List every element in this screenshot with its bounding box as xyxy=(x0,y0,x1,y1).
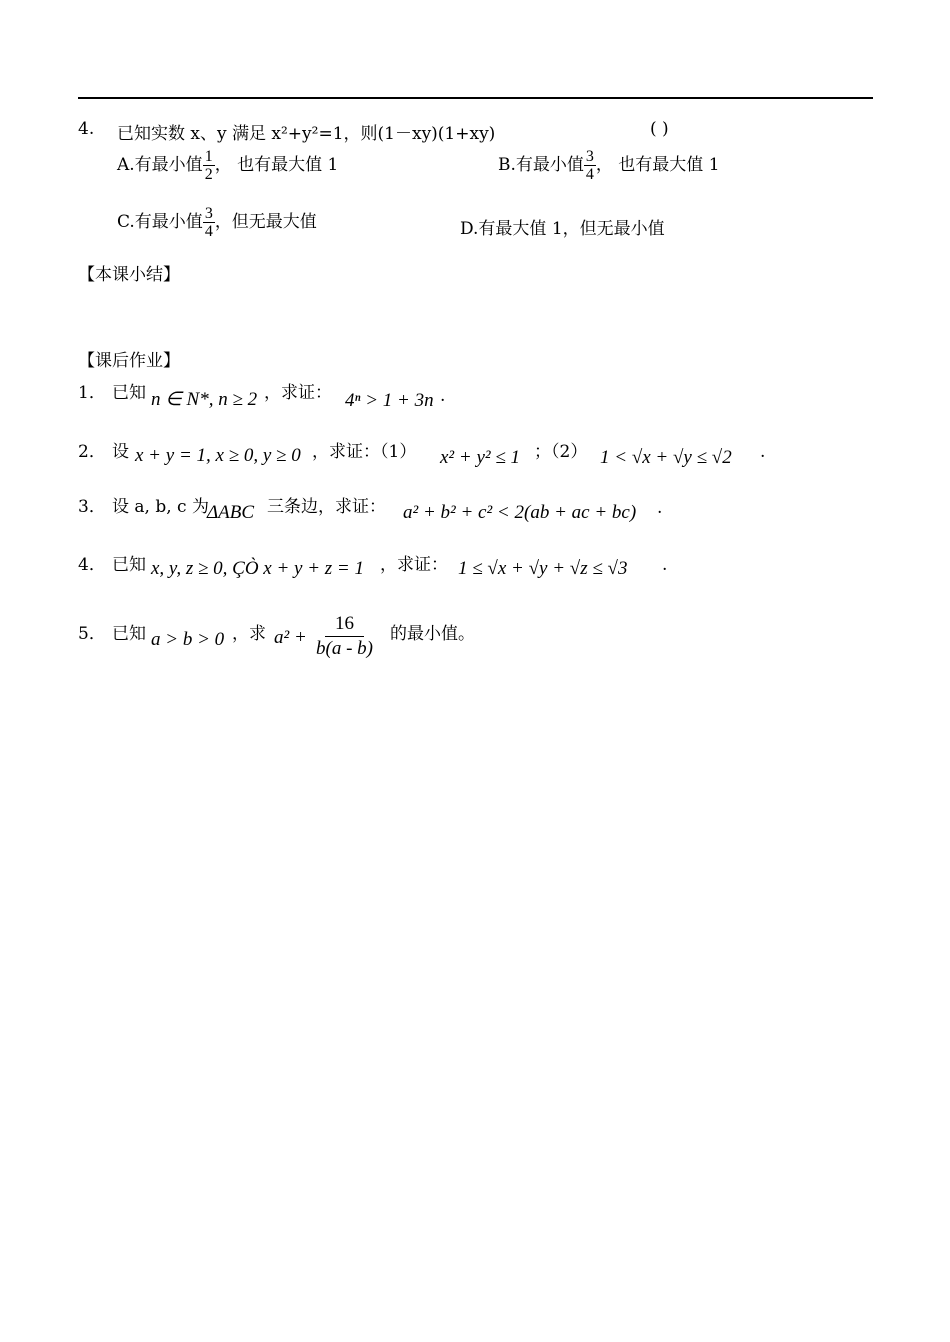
hw4-condition: x, y, z ≥ 0, ÇÒ x + y + z = 1 xyxy=(151,558,365,579)
hw2-end: . xyxy=(760,442,766,462)
hw1-condition: n ∈ N*, n ≥ 2 xyxy=(151,389,258,410)
hw5-number: 5． xyxy=(78,624,106,644)
hw5-end: 的最小值。 xyxy=(390,624,475,644)
hw1-lead: 已知 xyxy=(112,383,146,403)
hw3-lead: 设 a, b, c 为 xyxy=(112,497,209,517)
hw3-condition: ΔABC xyxy=(207,502,255,523)
header-rule xyxy=(78,97,873,99)
option-c-suffix: ，但无最大值 xyxy=(214,212,317,232)
option-a-suffix: ， 也有最大值 1 xyxy=(214,155,339,175)
hw1-number: 1． xyxy=(78,383,106,403)
option-b[interactable] xyxy=(498,148,720,183)
option-c-prefix: C.有最小值 xyxy=(117,212,203,232)
option-a-prefix: A.有最小值 xyxy=(117,155,203,175)
hw2-number: 2． xyxy=(78,442,106,462)
homework-heading: 【课后作业】 xyxy=(78,351,180,371)
option-c[interactable] xyxy=(117,205,317,240)
hw1-claim: 4ⁿ > 1 + 3n xyxy=(345,390,434,411)
answer-blank: ( ) xyxy=(650,119,669,139)
option-d[interactable]: D.有最大值 1，但无最小值 xyxy=(460,219,665,239)
option-b-prefix: B.有最小值 xyxy=(498,155,584,175)
hw3-number: 3． xyxy=(78,497,106,517)
hw2-claim2: 1 < √x + √y ≤ √2 xyxy=(600,447,732,468)
hw2-mid: ，求证：（1） xyxy=(312,442,417,462)
hw2-claim1: x² + y² ≤ 1 xyxy=(440,447,521,468)
hw4-number: 4． xyxy=(78,555,106,575)
hw4-claim: 1 ≤ √x + √y + √z ≤ √3 xyxy=(458,558,628,579)
hw2-condition: x + y = 1, x ≥ 0, y ≥ 0 xyxy=(135,445,301,466)
question-number: 4. xyxy=(78,119,95,139)
hw5-fraction: $\frac{16}{b(a - b)}$ xyxy=(316,613,373,659)
hw2-lead: 设 xyxy=(112,442,129,462)
option-c-fraction: $\frac{3}{4}$ xyxy=(204,205,213,240)
hw3-mid: 三条边，求证： xyxy=(267,497,386,517)
question-stem: 已知实数 x、y 满足 x²+y²=1，则(1－xy)(1+xy) xyxy=(117,124,496,144)
option-b-suffix: ， 也有最大值 1 xyxy=(595,155,720,175)
hw3-claim: a² + b² + c² < 2(ab + ac + bc) xyxy=(403,502,637,523)
hw4-lead: 已知 xyxy=(112,555,146,575)
hw3-end: . xyxy=(657,498,663,518)
option-a-fraction: $\frac{1}{2}$ xyxy=(204,148,213,183)
hw1-mid: ，求证： xyxy=(264,383,332,403)
option-b-fraction: $\frac{3}{4}$ xyxy=(585,148,594,183)
hw2-sep: ；（2） xyxy=(534,442,588,462)
hw1-end: . xyxy=(440,386,446,406)
hw5-mid: ，求 xyxy=(232,624,266,644)
summary-heading: 【本课小结】 xyxy=(78,265,180,285)
hw5-lead: 已知 xyxy=(112,624,146,644)
hw5-condition: a > b > 0 xyxy=(151,629,225,650)
hw4-mid: ，求证： xyxy=(380,555,448,575)
option-a[interactable] xyxy=(117,148,338,183)
hw4-end: . xyxy=(662,555,668,575)
hw5-claim-prefix: a² + xyxy=(274,627,307,648)
